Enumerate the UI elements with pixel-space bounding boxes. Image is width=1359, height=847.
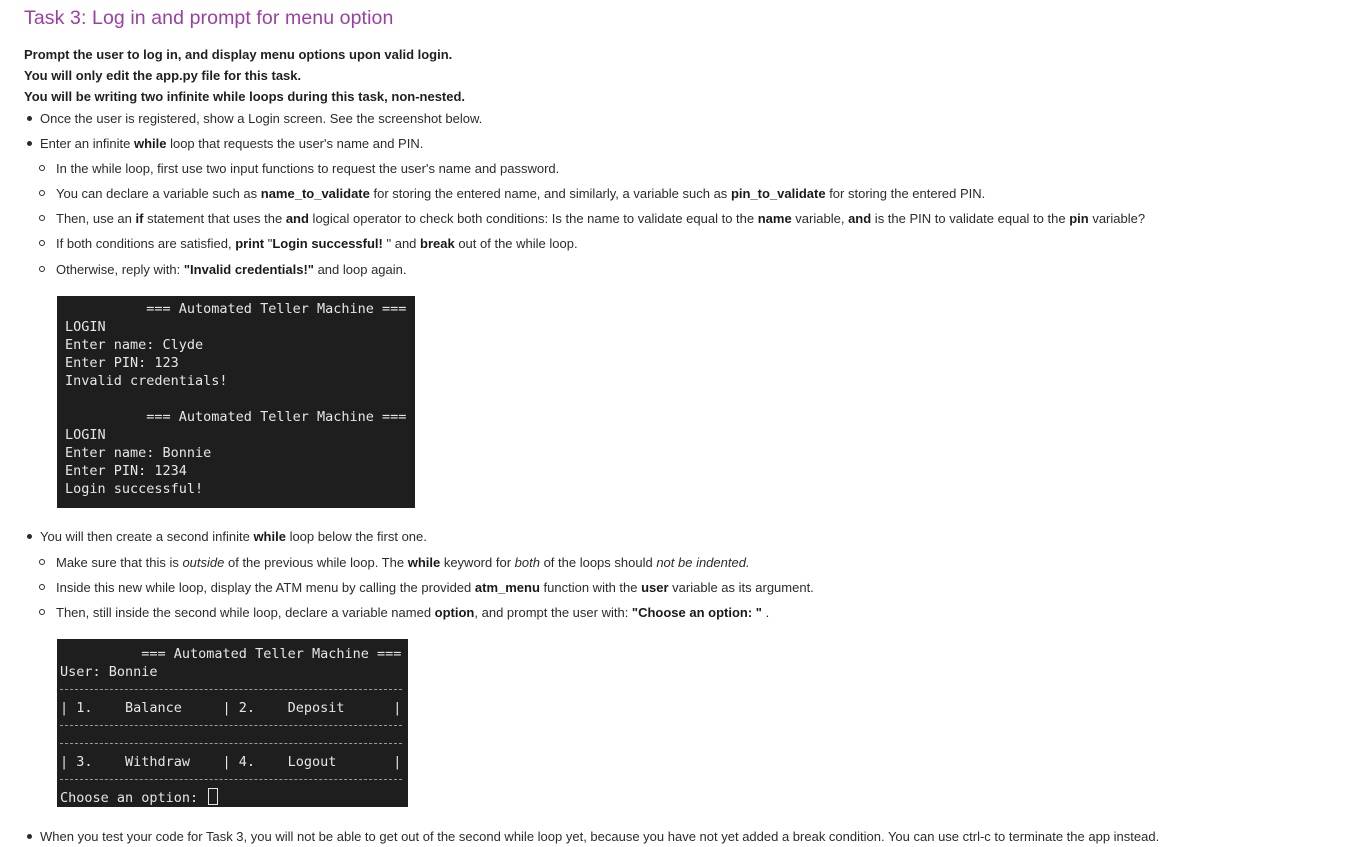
- bullet-login-screen: Once the user is registered, show a Login screen. See the screenshot below.: [40, 111, 483, 126]
- sub-bullet-declare-variables: You can declare a variable such as name_to_validate for storing the entered name, and similarly, a variable such as pin_to_validate for storing the entered PIN.: [56, 186, 986, 201]
- bullet-disc: [27, 534, 32, 539]
- atm-menu-terminal-screenshot: [57, 639, 408, 807]
- terminal-prompt: Choose an option:: [60, 790, 207, 806]
- bullet-circle: [39, 215, 45, 221]
- terminal-prompt-line: [60, 788, 218, 806]
- terminal-line: === Automated Teller Machine ===: [65, 409, 407, 425]
- terminal-line: LOGIN: [65, 427, 106, 443]
- terminal-line: Enter PIN: 1234: [65, 463, 187, 479]
- sub-bullet-option-prompt: Then, still inside the second while loop, declare a variable named option, and prompt the user with: "Choose an option: " .: [56, 605, 770, 620]
- intro-line: You will be writing two infinite while loops during this task, non-nested.: [24, 89, 466, 104]
- bullet-circle: [39, 266, 45, 272]
- sub-bullet-input-functions: In the while loop, first use two input functions to request the user's name and password.: [56, 161, 560, 176]
- menu-divider: [60, 725, 402, 726]
- intro-line: Prompt the user to log in, and display menu options upon valid login.: [24, 47, 453, 62]
- terminal-line: LOGIN: [65, 319, 106, 335]
- page-title: Task 3: Log in and prompt for menu option: [24, 7, 394, 29]
- sub-bullet-invalid-credentials: Otherwise, reply with: "Invalid credentials!" and loop again.: [56, 262, 407, 277]
- sub-bullet-login-success: If both conditions are satisfied, print "Login successful! " and break out of the while loop.: [56, 236, 578, 251]
- terminal-line: === Automated Teller Machine ===: [65, 301, 407, 317]
- menu-row: | 1. Balance | 2. Deposit |: [60, 700, 402, 716]
- terminal-line: Enter name: Clyde: [65, 337, 204, 353]
- bullet-disc: [27, 141, 32, 146]
- intro-line: You will only edit the app.py file for this task.: [24, 68, 302, 83]
- bullet-infinite-loop: Enter an infinite while loop that requests the user's name and PIN.: [40, 136, 424, 151]
- menu-row: | 3. Withdraw | 4. Logout |: [60, 754, 402, 770]
- bullet-test-note: When you test your code for Task 3, you will not be able to get out of the second while loop yet, because you have not yet added a break condition. You can use ctrl-c to terminate the app instead.: [40, 829, 1160, 844]
- terminal-header: === Automated Teller Machine ===: [60, 646, 402, 662]
- bullet-circle: [39, 584, 45, 590]
- bullet-circle: [39, 609, 45, 615]
- bullet-disc: [27, 834, 32, 839]
- bullet-circle: [39, 240, 45, 246]
- terminal-line: Login successful!: [65, 481, 204, 497]
- bullet-circle: [39, 559, 45, 565]
- menu-divider: [60, 779, 402, 780]
- menu-divider: [60, 743, 402, 744]
- terminal-line: Invalid credentials!: [65, 373, 228, 389]
- menu-divider: [60, 689, 402, 690]
- login-terminal-screenshot: [57, 296, 415, 508]
- terminal-user-line: User: Bonnie: [60, 664, 158, 680]
- terminal-line: Enter name: Bonnie: [65, 445, 212, 461]
- bullet-circle: [39, 165, 45, 171]
- bullet-second-loop: You will then create a second infinite while loop below the first one.: [40, 529, 427, 544]
- sub-bullet-atm-menu: Inside this new while loop, display the ATM menu by calling the provided atm_menu function with the user variable as its argument.: [56, 580, 814, 595]
- sub-bullet-not-indented: Make sure that this is outside of the previous while loop. The while keyword for both of the loops should not be indented.: [56, 555, 750, 570]
- intro-block: [24, 44, 465, 107]
- bullet-disc: [27, 116, 32, 121]
- terminal-line: Enter PIN: 123: [65, 355, 179, 371]
- sub-bullet-if-statement: Then, use an if statement that uses the and logical operator to check both conditions: Is the name to validate equal to the name variable, and is the PIN to validate equal to the pin variable?: [56, 211, 1146, 226]
- text-cursor-icon: [208, 788, 218, 805]
- bullet-circle: [39, 190, 45, 196]
